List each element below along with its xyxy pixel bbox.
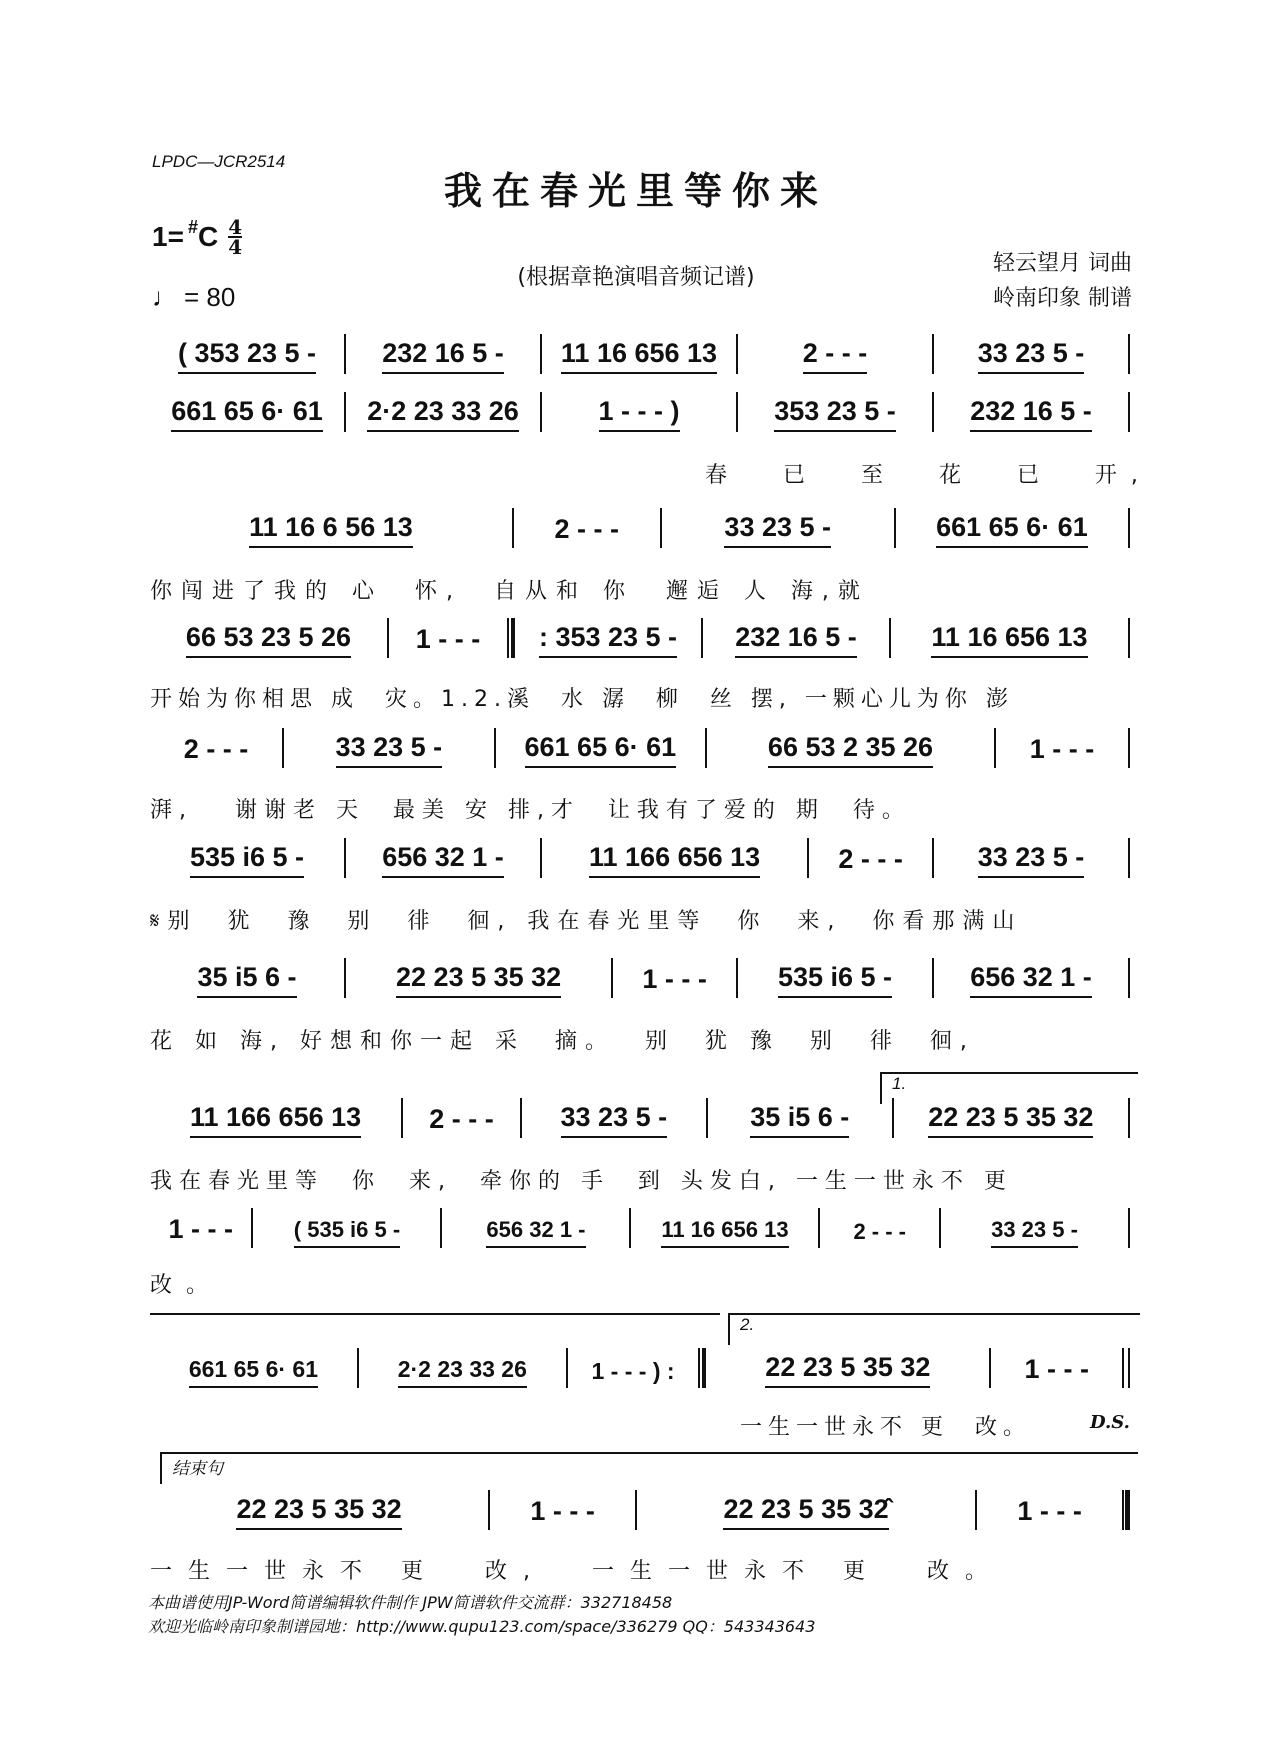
measure bbox=[662, 508, 894, 548]
notes: 33 23 5 - bbox=[991, 1217, 1078, 1248]
score-row-6 bbox=[150, 838, 1130, 878]
measure bbox=[934, 958, 1128, 998]
notes: 2·2 23 33 26 bbox=[398, 1356, 527, 1388]
barline bbox=[1128, 1098, 1130, 1138]
measure bbox=[631, 1208, 818, 1248]
subtitle: (根据章艳演唱音频记谱) bbox=[517, 265, 755, 290]
notes: 1 - - - bbox=[530, 1496, 595, 1526]
notes: ( 353 23 5 - bbox=[178, 338, 316, 374]
score-row-3 bbox=[150, 508, 1130, 548]
measure bbox=[150, 1348, 357, 1388]
notes: 1 - - - bbox=[168, 1214, 233, 1244]
notes: 33 23 5 - bbox=[724, 512, 831, 548]
ending-label: 结束句 bbox=[172, 1459, 223, 1478]
measure bbox=[891, 618, 1128, 658]
measure bbox=[150, 618, 387, 658]
measure bbox=[150, 1208, 251, 1248]
measure bbox=[996, 728, 1128, 768]
final-barline bbox=[1122, 1490, 1130, 1530]
notes: 2 - - - bbox=[803, 338, 868, 374]
measure bbox=[359, 1348, 566, 1388]
measure bbox=[150, 334, 344, 374]
notes: 661 65 6· 61 bbox=[525, 732, 677, 768]
barline bbox=[1128, 1208, 1130, 1248]
notes: 1 - - - bbox=[415, 624, 481, 654]
measure bbox=[706, 1348, 989, 1388]
notes: 35 i5 6 - bbox=[197, 962, 296, 998]
notes: 33 23 5 - bbox=[978, 842, 1085, 878]
measure bbox=[346, 392, 540, 432]
notes: 22 23 5 35 32̂ bbox=[723, 1494, 888, 1530]
measure bbox=[389, 618, 507, 658]
notes: 35 i5 6 - bbox=[750, 1102, 849, 1138]
measure bbox=[896, 508, 1128, 548]
double-barline bbox=[1122, 1348, 1130, 1388]
notes: 11 166 656 13 bbox=[190, 1102, 361, 1138]
barline bbox=[1128, 838, 1130, 878]
notes: 11 166 656 13 bbox=[589, 842, 760, 878]
notes: 2 - - - bbox=[183, 734, 249, 764]
notes: 22 23 5 35 32 bbox=[928, 1102, 1093, 1138]
measure bbox=[738, 958, 932, 998]
notes: 1 - - - bbox=[1017, 1496, 1082, 1526]
measure bbox=[542, 392, 736, 432]
measure bbox=[613, 958, 736, 998]
score-row-5 bbox=[150, 728, 1130, 768]
barline bbox=[1128, 392, 1130, 432]
notes: 1 - - - bbox=[642, 964, 707, 994]
notes: ( 535 i6 5 - bbox=[294, 1217, 400, 1248]
volta-2-bracket bbox=[728, 1313, 1140, 1345]
notes: 661 65 6· 61 bbox=[189, 1356, 318, 1388]
footer-line-2: 欢迎光临岭南印象制谱园地：http://www.qupu123.com/space/336279 QQ：543343643 bbox=[148, 1617, 816, 1636]
measure bbox=[820, 1208, 939, 1248]
quarter-note-icon: ♩ bbox=[152, 282, 178, 312]
measure bbox=[346, 334, 540, 374]
bracket-line bbox=[150, 1313, 720, 1315]
measure bbox=[703, 618, 889, 658]
lyrics-line: 我在春光里等 你 来, 牵你的 手 到 头发白, 一生一世永不 更 bbox=[150, 1169, 1013, 1194]
notes: 66 53 2 35 26 bbox=[768, 732, 933, 768]
lyrics-line: 你闯进了我的 心 怀, 自从和 你 邂逅 人 海,就 bbox=[150, 579, 869, 604]
measure bbox=[934, 838, 1128, 878]
notes: 656 32 1 - bbox=[382, 842, 504, 878]
measure bbox=[346, 838, 540, 878]
repeat-end-barline bbox=[698, 1348, 706, 1388]
lyrics-line: 春 已 至 花 已 开, bbox=[705, 463, 1152, 488]
tempo-value: = 80 bbox=[184, 282, 236, 312]
credits bbox=[993, 246, 1132, 316]
measure bbox=[150, 392, 344, 432]
time-signature bbox=[228, 215, 243, 259]
footer-line-1: 本曲谱使用JP-Word简谱编辑软件制作 JPW简谱软件交流群：332718458 bbox=[148, 1593, 673, 1612]
arranger: 岭南印象 制谱 bbox=[993, 286, 1132, 311]
time-top: 4 bbox=[228, 215, 243, 239]
measure bbox=[515, 618, 701, 658]
notes: 656 32 1 - bbox=[970, 962, 1092, 998]
measure bbox=[941, 1208, 1128, 1248]
notes: 1 - - - bbox=[1024, 1354, 1089, 1384]
measure bbox=[150, 728, 282, 768]
measure bbox=[542, 838, 807, 878]
repeat-start-barline bbox=[507, 618, 515, 658]
score-row-4 bbox=[150, 618, 1130, 658]
measure bbox=[496, 728, 705, 768]
score-code: LPDC—JCR2514 bbox=[152, 152, 286, 171]
lyrics-line: 𝄋别 犹 豫 别 徘 徊, 我在春光里等 你 来, 你看那满山 bbox=[150, 909, 1023, 934]
notes: 535 i6 5 - bbox=[778, 962, 892, 998]
measure bbox=[934, 334, 1128, 374]
notes: 11 16 656 13 bbox=[661, 1217, 788, 1248]
score-row-9 bbox=[150, 1208, 1130, 1248]
notes: 232 16 5 - bbox=[735, 622, 857, 658]
measure bbox=[894, 1098, 1128, 1138]
score-row-2 bbox=[150, 392, 1130, 432]
measure bbox=[514, 508, 660, 548]
ending-bracket bbox=[160, 1452, 1138, 1484]
notes: 1 - - - ) bbox=[599, 396, 680, 432]
notes: 232 16 5 - bbox=[382, 338, 504, 374]
measure bbox=[522, 1098, 706, 1138]
score-row-8 bbox=[150, 1098, 1130, 1138]
notes: : 353 23 5 - bbox=[539, 622, 677, 658]
barline bbox=[1128, 728, 1130, 768]
measure bbox=[977, 1490, 1122, 1530]
score-row-7 bbox=[150, 958, 1130, 998]
song-title: 我在春光里等你来 bbox=[443, 168, 828, 213]
measure bbox=[253, 1208, 440, 1248]
measure bbox=[442, 1208, 629, 1248]
volta-2-label: 2. bbox=[740, 1315, 755, 1334]
notes: 33 23 5 - bbox=[336, 732, 443, 768]
notes: 33 23 5 - bbox=[561, 1102, 668, 1138]
measure bbox=[150, 838, 344, 878]
measure bbox=[542, 334, 736, 374]
barline bbox=[1128, 958, 1130, 998]
barline bbox=[1128, 334, 1130, 374]
notes: 1 - - - ) : bbox=[591, 1358, 675, 1384]
notes: 33 23 5 - bbox=[978, 338, 1085, 374]
measure bbox=[934, 392, 1128, 432]
key-note: C bbox=[197, 221, 219, 252]
measure bbox=[637, 1490, 975, 1530]
notes: 535 i6 5 - bbox=[190, 842, 304, 878]
key-label: 1= bbox=[152, 221, 184, 252]
notes: 2 - - - bbox=[554, 514, 620, 544]
barline bbox=[1128, 618, 1130, 658]
measure bbox=[708, 1098, 892, 1138]
notes: 22 23 5 35 32 bbox=[765, 1352, 930, 1388]
notes: 656 32 1 - bbox=[486, 1217, 585, 1248]
notes: 1 - - - bbox=[1029, 734, 1095, 764]
notes: 2·2 23 33 26 bbox=[367, 396, 519, 432]
notes: 2 - - - bbox=[429, 1104, 494, 1134]
lyrics-line: 花 如 海, 好想和你一起 采 摘。 别 犹 豫 别 徘 徊, bbox=[150, 1029, 975, 1054]
measure bbox=[738, 334, 932, 374]
notes: 2 - - - bbox=[838, 844, 903, 874]
volta-1-label: 1. bbox=[892, 1074, 907, 1093]
sharp-icon: # bbox=[187, 216, 198, 237]
notes: 66 53 23 5 26 bbox=[186, 622, 351, 658]
notes: 22 23 5 35 32 bbox=[236, 1494, 401, 1530]
measure bbox=[490, 1490, 635, 1530]
ds-marking: D.S. bbox=[1090, 1412, 1130, 1433]
notes: 232 16 5 - bbox=[970, 396, 1092, 432]
measure bbox=[403, 1098, 520, 1138]
measure bbox=[150, 1490, 488, 1530]
measure bbox=[150, 508, 512, 548]
key-signature bbox=[152, 215, 243, 259]
lyrics-line: 一生一世永不 更 改。 bbox=[740, 1415, 1031, 1440]
measure bbox=[150, 1098, 401, 1138]
time-bottom: 4 bbox=[228, 235, 243, 259]
notes: 661 65 6· 61 bbox=[936, 512, 1088, 548]
score-row-10 bbox=[150, 1348, 1130, 1388]
lyrics-line: 改。 bbox=[150, 1273, 223, 1298]
measure bbox=[284, 728, 493, 768]
measure bbox=[346, 958, 611, 998]
measure bbox=[568, 1348, 699, 1388]
notes: 11 16 656 13 bbox=[931, 622, 1087, 658]
notes: 22 23 5 35 32 bbox=[396, 962, 561, 998]
notes: 353 23 5 - bbox=[774, 396, 896, 432]
notes: 2 - - - bbox=[853, 1219, 907, 1244]
measure bbox=[150, 958, 344, 998]
measure bbox=[809, 838, 932, 878]
lyrics-line: 一生一世永不 更 改, 一生一世永不 更 改。 bbox=[150, 1559, 1003, 1584]
score-row-11 bbox=[150, 1490, 1130, 1530]
measure bbox=[738, 392, 932, 432]
measure bbox=[707, 728, 994, 768]
notes: 11 16 6 56 13 bbox=[249, 512, 413, 548]
measure bbox=[991, 1348, 1122, 1388]
lyrics-line: 湃, 谢谢老 天 最美 安 排,才 让我有了爱的 期 待。 bbox=[150, 798, 911, 823]
barline bbox=[1128, 508, 1130, 548]
notes: 11 16 656 13 bbox=[561, 338, 717, 374]
notes: 661 65 6· 61 bbox=[171, 396, 323, 432]
score-row-1 bbox=[150, 334, 1130, 374]
lyricist-composer: 轻云望月 词曲 bbox=[993, 251, 1132, 276]
lyrics-line: 开始为你相思 成 灾。1.2.溪 水 潺 柳 丝 摆, 一颗心儿为你 澎 bbox=[150, 687, 1014, 712]
